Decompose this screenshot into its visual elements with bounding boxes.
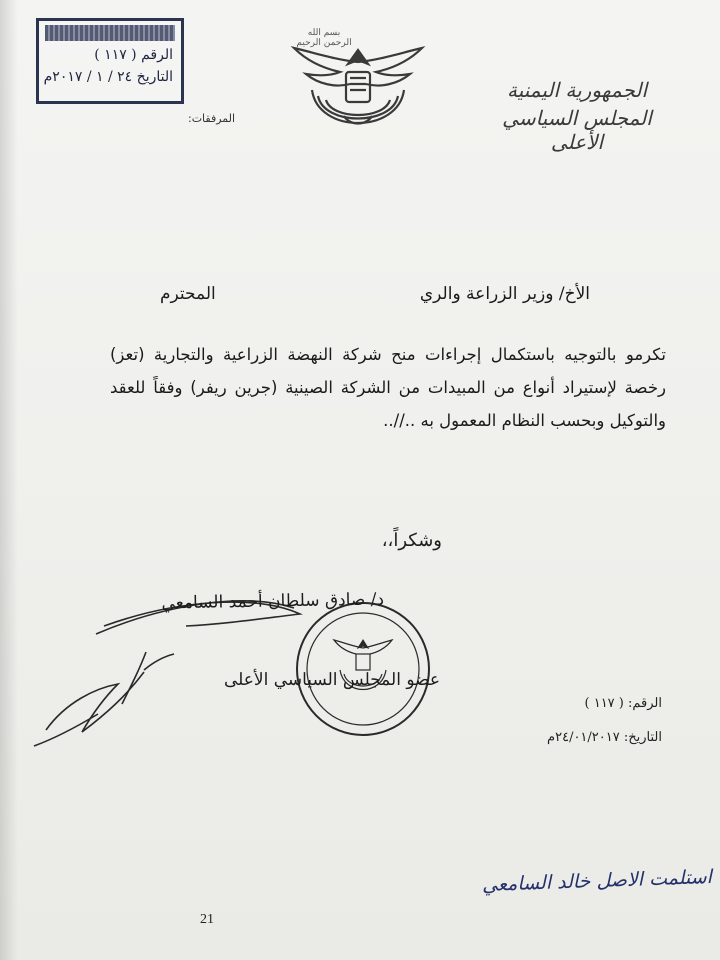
addressee: الأخ/ وزير الزراعة والري	[419, 284, 590, 304]
stamp-number-row: الرقم ( ١١٧ )	[94, 47, 173, 63]
signatory-name: د/ صادق سلطان أحمد السامعي	[161, 589, 385, 614]
reference-number: الرقم: ( ١١٧ )	[584, 696, 662, 711]
attachments-label: المرفقات:	[188, 112, 236, 125]
reference-stamp	[36, 18, 184, 104]
signatory-title: عضو المجلس السياسي الأعلى	[223, 670, 440, 690]
stamp-header-band	[45, 25, 175, 41]
letter-body: تكرمو بالتوجيه باستكمال إجراءات منح شركة النهضة الزراعية والتجارية (تعز) رخصة لإستيراد أنواع من المبيدات من الشركة الصينية (جرين ريفر) وفقاً للعقد والتوكيل وبحسب النظام المعمول به ..//..	[110, 345, 666, 430]
stamp-date-row: التاريخ ٢٤ / ١ / ٢٠١٧م	[43, 69, 173, 85]
salutation-respected: المحترم	[160, 284, 216, 304]
page-number: 21	[200, 912, 214, 927]
country-name: الجمهورية اليمنية	[506, 78, 648, 102]
letter-date: التاريخ: ٢٤/٠١/٢٠١٧م	[547, 730, 662, 745]
basmala: بسم الله الرحمن الرحيم	[296, 28, 352, 48]
page-edge-shadow	[0, 0, 18, 960]
yemen-emblem-icon	[288, 30, 428, 140]
government-title	[482, 78, 672, 154]
closing-thanks: وشكراً،،	[381, 530, 442, 551]
council-name: المجلس السياسي الأعلى	[502, 106, 652, 154]
receipt-handwritten-note: استلمت الاصل خالد السامعي	[481, 865, 713, 897]
official-seal-icon	[292, 598, 434, 740]
